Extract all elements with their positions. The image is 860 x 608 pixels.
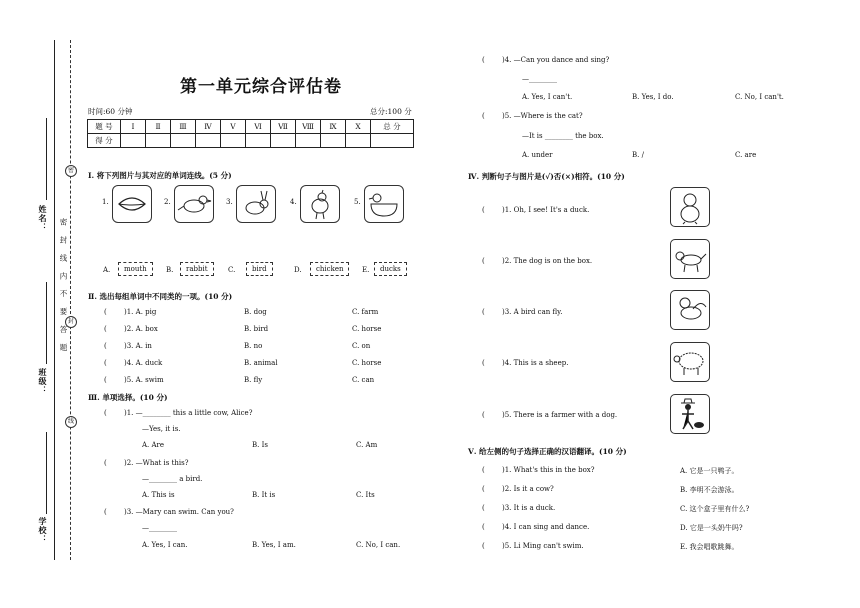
- score-table-col: Ⅴ: [221, 120, 246, 134]
- score-cell[interactable]: [221, 134, 246, 148]
- rabbit-icon: [236, 185, 276, 223]
- option-b: B. Yes, I do.: [632, 93, 674, 101]
- seal-circle: 密: [65, 165, 77, 177]
- answer-paren[interactable]: (: [482, 257, 485, 265]
- score-table-score-row: [88, 134, 414, 148]
- answer-paren[interactable]: (: [104, 409, 107, 417]
- answer-paren[interactable]: (: [482, 504, 485, 512]
- option-a: )4. A. duck: [124, 359, 163, 367]
- option-a: A. Yes, I can.: [142, 541, 188, 549]
- answer-paren[interactable]: (: [482, 112, 485, 120]
- dog-icon: [670, 239, 710, 279]
- school-field-line: [46, 432, 47, 514]
- score-cell[interactable]: [271, 134, 296, 148]
- option-b: B. Is: [252, 441, 268, 449]
- score-cell[interactable]: [296, 134, 321, 148]
- picture-number: 4.: [290, 198, 297, 206]
- score-table-col: Ⅷ: [296, 120, 321, 134]
- option-a: )2. A. box: [124, 325, 158, 333]
- score-table-col: Ⅰ: [121, 120, 146, 134]
- question-text: )5. —Where is the cat?: [502, 112, 583, 120]
- question-line2: —________: [142, 524, 177, 532]
- translation-option: B. 李明不会游泳。: [680, 486, 739, 494]
- option-a: A. Are: [142, 441, 165, 449]
- score-table-col: Ⅸ: [321, 120, 346, 134]
- word-letter: A.: [103, 266, 111, 274]
- translation-option: D. 它是一头奶牛吗?: [680, 524, 743, 532]
- sentence-text: )3. It is a duck.: [502, 504, 556, 512]
- statement-text: )5. There is a farmer with a dog.: [502, 411, 618, 419]
- score-table-label: 题 号: [88, 120, 121, 134]
- exam-time: 时间:60 分钟: [88, 107, 133, 116]
- picture-number: 3.: [226, 198, 233, 206]
- option-b: B. fly: [244, 376, 263, 384]
- question-line2: —Yes, it is.: [142, 425, 181, 433]
- answer-paren[interactable]: (: [482, 485, 485, 493]
- question-text: )1. —________ this a little cow, Alice?: [124, 409, 253, 417]
- option-c: C. horse: [352, 325, 382, 333]
- option-c: C. Its: [356, 491, 375, 499]
- option-a: )3. A. in: [124, 342, 152, 350]
- picture-number: 5.: [354, 198, 361, 206]
- option-b: B. /: [632, 151, 644, 159]
- chicken-icon: [300, 185, 340, 223]
- class-field-line: [46, 282, 47, 364]
- answer-paren[interactable]: (: [482, 56, 485, 64]
- sentence-text: )2. Is it a cow?: [502, 485, 554, 493]
- score-table-total: 总 分: [371, 120, 414, 134]
- score-cell[interactable]: [171, 134, 196, 148]
- option-a: A. This is: [142, 491, 175, 499]
- score-table-col: Ⅵ: [246, 120, 271, 134]
- section3-heading: Ⅲ. 单项选择。(10 分): [88, 393, 168, 402]
- score-table-label: 得 分: [88, 134, 121, 148]
- word-box[interactable]: ducks: [374, 262, 407, 276]
- statement-text: )3. A bird can fly.: [502, 308, 563, 316]
- word-box[interactable]: mouth: [118, 262, 153, 276]
- word-letter: B.: [166, 266, 174, 274]
- statement-text: )4. This is a sheep.: [502, 359, 569, 367]
- answer-paren[interactable]: (: [482, 411, 485, 419]
- option-b: B. Yes, I am.: [252, 541, 296, 549]
- duck-icon: [670, 187, 710, 227]
- section2-heading: Ⅱ. 选出每组单词中不同类的一项。(10 分): [88, 292, 233, 301]
- option-c: C. No, I can't.: [735, 93, 784, 101]
- exam-total: 总分:100 分: [370, 107, 412, 116]
- score-cell[interactable]: [371, 134, 414, 148]
- answer-paren[interactable]: (: [482, 308, 485, 316]
- answer-paren[interactable]: (: [104, 308, 107, 316]
- lips-icon: [112, 185, 152, 223]
- answer-paren[interactable]: (: [482, 359, 485, 367]
- translation-option: C. 这个盒子里有什么?: [680, 505, 750, 513]
- sentence-text: )4. I can sing and dance.: [502, 523, 590, 531]
- word-box[interactable]: bird: [246, 262, 273, 276]
- bird-icon: [670, 290, 710, 330]
- question-text: )3. —Mary can swim. Can you?: [124, 508, 234, 516]
- answer-paren[interactable]: (: [104, 359, 107, 367]
- option-b: B. It is: [252, 491, 276, 499]
- section5-heading: Ⅴ. 给左侧的句子选择正确的汉语翻译。(10 分): [468, 447, 627, 456]
- name-label: 姓名：: [38, 205, 48, 232]
- score-cell[interactable]: [196, 134, 221, 148]
- score-cell[interactable]: [121, 134, 146, 148]
- seal-warning: 密 封 线 内 不 要 答 题: [59, 218, 68, 355]
- statement-text: )1. Oh, I see! It's a duck.: [502, 206, 590, 214]
- option-b: B. no: [244, 342, 263, 350]
- word-box[interactable]: chicken: [310, 262, 349, 276]
- school-label: 学校：: [38, 517, 48, 544]
- bird-icon: [174, 185, 214, 223]
- answer-paren[interactable]: (: [482, 466, 485, 474]
- page-title: 第一单元综合评估卷: [180, 77, 342, 97]
- answer-paren[interactable]: (: [104, 325, 107, 333]
- answer-paren[interactable]: (: [482, 542, 485, 550]
- option-c: C. farm: [352, 308, 379, 316]
- option-a: )5. A. swim: [124, 376, 164, 384]
- binding-line-dashed: [70, 40, 71, 560]
- score-table-col: Ⅱ: [146, 120, 171, 134]
- word-letter: E.: [362, 266, 370, 274]
- section4-heading: Ⅳ. 判断句子与图片是(√)否(×)相符。(10 分): [468, 172, 625, 181]
- option-a: A. under: [522, 151, 553, 159]
- picture-number: 1.: [102, 198, 109, 206]
- word-letter: D.: [294, 266, 302, 274]
- question-text: )4. —Can you dance and sing?: [502, 56, 610, 64]
- score-cell[interactable]: [246, 134, 271, 148]
- word-box[interactable]: rabbit: [180, 262, 214, 276]
- score-cell[interactable]: [321, 134, 346, 148]
- word-letter: C.: [228, 266, 236, 274]
- question-text: )2. —What is this?: [124, 459, 189, 467]
- option-b: B. animal: [244, 359, 278, 367]
- translation-option: A. 它是一只鸭子。: [680, 467, 739, 475]
- option-c: C. No, I can.: [356, 541, 401, 549]
- option-c: C. on: [352, 342, 371, 350]
- answer-paren[interactable]: (: [482, 206, 485, 214]
- score-table: [87, 119, 414, 148]
- answer-paren[interactable]: (: [104, 459, 107, 467]
- score-table-col: Ⅹ: [346, 120, 371, 134]
- seal-circle: 线: [65, 416, 77, 428]
- score-table-header-row: [88, 120, 414, 134]
- seal-circle: 封: [65, 316, 77, 328]
- score-cell[interactable]: [146, 134, 171, 148]
- farmer-icon: [670, 394, 710, 434]
- answer-paren[interactable]: (: [482, 523, 485, 531]
- option-c: C. Am: [356, 441, 378, 449]
- answer-paren[interactable]: (: [104, 342, 107, 350]
- score-cell[interactable]: [346, 134, 371, 148]
- score-table-col: Ⅶ: [271, 120, 296, 134]
- class-label: 班级：: [38, 368, 48, 395]
- sentence-text: )1. What's this in the box?: [502, 466, 595, 474]
- picture-number: 2.: [164, 198, 171, 206]
- option-c: C. can: [352, 376, 375, 384]
- option-b: B. dog: [244, 308, 267, 316]
- option-a: A. Yes, I can't.: [522, 93, 573, 101]
- sentence-text: )5. Li Ming can't swim.: [502, 542, 584, 550]
- option-c: C. are: [735, 151, 757, 159]
- question-line2: —________ a bird.: [142, 475, 203, 483]
- option-a: )1. A. pig: [124, 308, 157, 316]
- score-table-col: Ⅳ: [196, 120, 221, 134]
- answer-paren[interactable]: (: [104, 508, 107, 516]
- statement-text: )2. The dog is on the box.: [502, 257, 593, 265]
- option-c: C. horse: [352, 359, 382, 367]
- sheep-icon: [670, 342, 710, 382]
- translation-option: E. 我会唱歌跳舞。: [680, 543, 739, 551]
- section1-heading: Ⅰ. 将下列图片与其对应的单词连线。(5 分): [88, 171, 232, 180]
- name-field-line: [46, 118, 47, 200]
- option-b: B. bird: [244, 325, 269, 333]
- question-line2: —________: [522, 75, 557, 83]
- answer-paren[interactable]: (: [104, 376, 107, 384]
- score-table-col: Ⅲ: [171, 120, 196, 134]
- binding-line-outer: [54, 40, 55, 560]
- duck-icon: [364, 185, 404, 223]
- question-line2: —It is ________ the box.: [522, 132, 604, 140]
